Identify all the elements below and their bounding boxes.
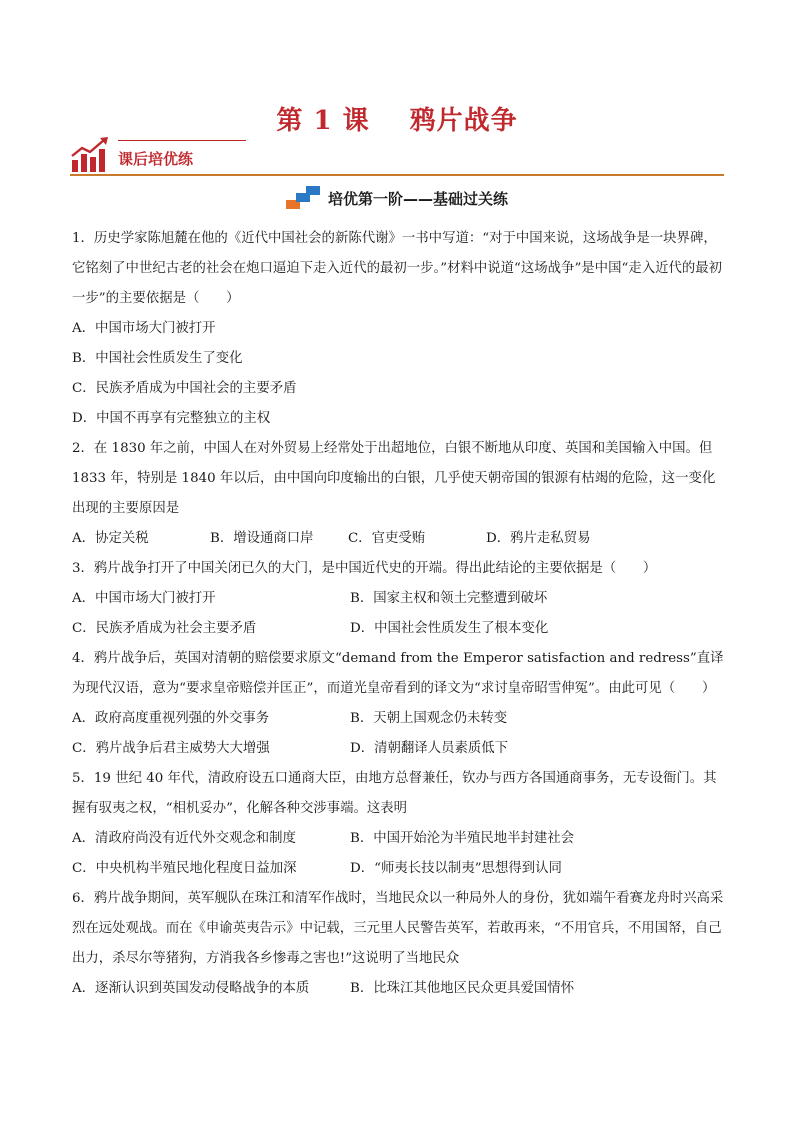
question-list: [72, 224, 724, 1004]
section-header: [70, 134, 724, 178]
option-d: D．鸦片走私贸易: [486, 531, 591, 546]
section-divider: [70, 174, 724, 176]
option-b: B．增设通商口岸: [210, 531, 314, 546]
question-stem: 4．鸦片战争后，英国对清朝的赔偿要求原文“demand from the Emperor satisfaction and redress”直译为现代汉语，意为“要求皇帝赔偿并匡正”，而道光皇帝看到的译文为“求讨皇帝昭雪伸冤”。由此可见（ ）: [72, 651, 724, 696]
question-stem: 1．历史学家陈旭麓在他的《近代中国社会的新陈代谢》一书中写道：“对于中国来说，这场战争是一块界碑，它铭刻了中世纪古老的社会在炮口逼迫下走入近代的最初一步。”材料中说道“这场战争”是中国“走入近代的最初一步”的主要依据是（ ）: [72, 231, 723, 306]
option-d: D．“师夷长技以制夷”思想得到认同: [350, 861, 562, 876]
options-row: [72, 524, 724, 554]
options-row: [72, 584, 724, 614]
stage-header: [0, 186, 794, 214]
question-2: [72, 434, 724, 554]
option-c: C．官吏受贿: [348, 531, 426, 546]
option-d: D．中国不再享有完整独立的主权: [72, 411, 271, 426]
lesson-title: 鸦片战争: [409, 106, 518, 136]
option-a: A．协定关税: [72, 531, 149, 546]
option-c: C．民族矛盾成为社会主要矛盾: [72, 621, 257, 636]
stage-title: 培优第一阶——基础过关练: [327, 189, 508, 208]
option-b: B．中国开始沦为半殖民地半封建社会: [350, 831, 575, 846]
question-1: [72, 224, 724, 434]
question-stem: 5．19 世纪 40 年代，清政府设五口通商大臣，由地方总督兼任，钦办与西方各国通商事务，无专设衙门。其握有驭夷之权，“相机妥办”，化解各种交涉事端。这表明: [72, 771, 717, 816]
bar-chart-arrow-icon: [70, 136, 110, 174]
option-b: B．天朝上国观念仍未转变: [350, 711, 508, 726]
question-stem: 3．鸦片战争打开了中国关闭已久的大门，是中国近代史的开端。得出此结论的主要依据是（ ）: [72, 561, 657, 576]
options-row: [72, 824, 724, 854]
section-label: 课后培优练: [118, 150, 194, 168]
option-a: A．逐渐认识到英国发动侵略战争的本质: [72, 981, 310, 996]
option-b: B．中国社会性质发生了变化: [72, 351, 243, 366]
stairs-icon: [286, 186, 322, 210]
option-b: B．国家主权和领土完整遭到破坏: [350, 591, 548, 606]
option-c: C．中央机构半殖民地化程度日益加深: [72, 861, 297, 876]
options-row: [72, 614, 724, 644]
option-b: B．比珠江其他地区民众更具爱国情怀: [350, 981, 575, 996]
question-3: [72, 554, 724, 644]
options-row: [72, 734, 724, 764]
option-a: A．中国市场大门被打开: [72, 591, 216, 606]
option-a: A．政府高度重视列强的外交事务: [72, 711, 270, 726]
question-6: [72, 884, 724, 1004]
option-c: C．民族矛盾成为中国社会的主要矛盾: [72, 381, 297, 396]
options-row: [72, 974, 724, 1004]
options-row: [72, 854, 724, 884]
page-title: [0, 100, 794, 137]
lesson-number: 第 1 课: [276, 106, 370, 136]
question-4: [72, 644, 724, 764]
option-d: D．清朝翻译人员素质低下: [350, 741, 509, 756]
option-a: A．中国市场大门被打开: [72, 321, 216, 336]
section-decor-line: [118, 140, 246, 141]
question-stem: 2．在 1830 年之前，中国人在对外贸易上经常处于出超地位，白银不断地从印度、英国和美国输入中国。但 1833 年，特别是 1840 年以后，由中国向印度输出的白银，几乎使天朝帝国的银源有枯竭的危险，这一变化出现的主要原因是: [72, 441, 716, 516]
option-c: C．鸦片战争后君主威势大大增强: [72, 741, 270, 756]
question-5: [72, 764, 724, 884]
option-a: A．清政府尚没有近代外交观念和制度: [72, 831, 296, 846]
options-row: [72, 704, 724, 734]
question-stem: 6．鸦片战争期间，英军舰队在珠江和清军作战时，当地民众以一种局外人的身份，犹如端午看赛龙舟时兴高采烈在远处观战。而在《申谕英夷告示》中记载，三元里人民警告英军，若敢再来，“不用官兵，不用国帑，自己出力，杀尽尔等猪狗，方消我各乡惨毒之害也!”这说明了当地民众: [72, 891, 724, 966]
option-d: D．中国社会性质发生了根本变化: [350, 621, 549, 636]
